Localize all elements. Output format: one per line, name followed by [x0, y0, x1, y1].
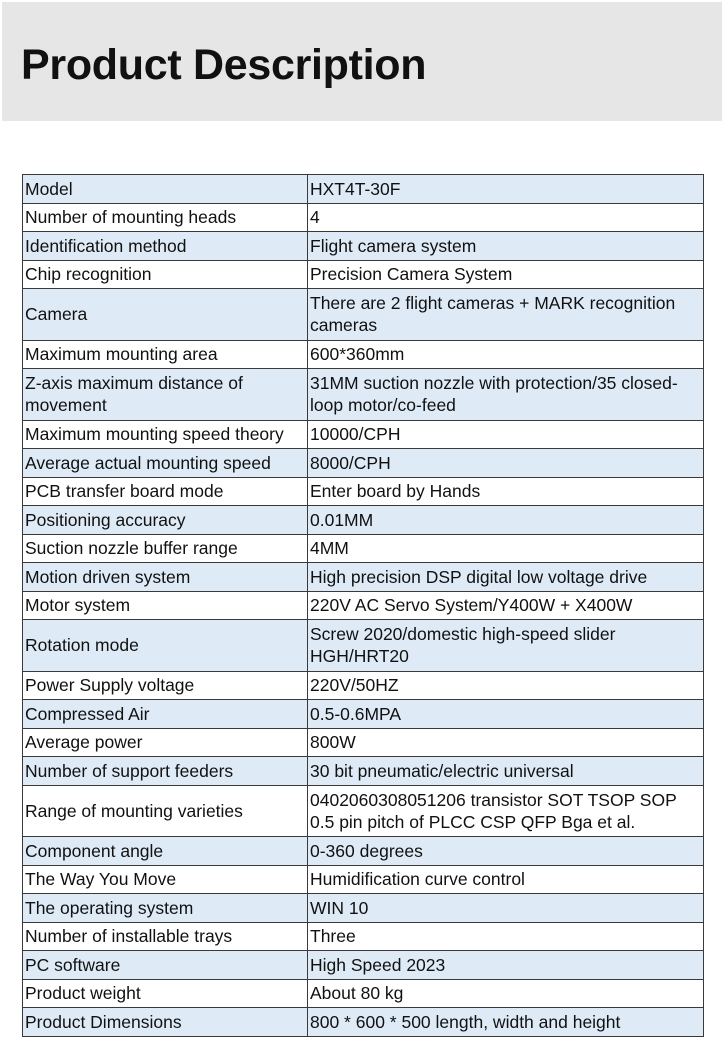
spec-label: PCB transfer board mode — [23, 477, 308, 506]
spec-value: High Speed 2023 — [308, 951, 704, 980]
spec-value: 31MM suction nozzle with protection/35 closed-loop motor/co-feed — [308, 369, 704, 421]
spec-value: There are 2 flight cameras + MARK recognition cameras — [308, 289, 704, 341]
spec-value: 800W — [308, 728, 704, 757]
spec-value: WIN 10 — [308, 894, 704, 923]
spec-value: Precision Camera System — [308, 260, 704, 289]
spec-label: The Way You Move — [23, 865, 308, 894]
spec-value: 600*360mm — [308, 340, 704, 369]
spec-label: Maximum mounting area — [23, 340, 308, 369]
spec-value: High precision DSP digital low voltage drive — [308, 563, 704, 592]
header-band — [2, 2, 722, 121]
table-row — [23, 922, 704, 951]
table-row — [23, 620, 704, 672]
table-row — [23, 979, 704, 1008]
table-row — [23, 449, 704, 478]
spec-value: 4 — [308, 203, 704, 232]
spec-label: Average power — [23, 728, 308, 757]
spec-label: Suction nozzle buffer range — [23, 534, 308, 563]
table-row — [23, 477, 704, 506]
spec-value: 0402060308051206 transistor SOT TSOP SOP 0.5 pin pitch of PLCC CSP QFP Bga et al. — [308, 785, 704, 837]
table-row — [23, 175, 704, 204]
spec-label: Product weight — [23, 979, 308, 1008]
spec-label: Rotation mode — [23, 620, 308, 672]
spec-value: Three — [308, 922, 704, 951]
spec-value: 220V AC Servo System/Y400W + X400W — [308, 591, 704, 620]
spec-label: PC software — [23, 951, 308, 980]
spec-value: 10000/CPH — [308, 420, 704, 449]
spec-value: About 80 kg — [308, 979, 704, 1008]
spec-label: Number of installable trays — [23, 922, 308, 951]
table-row — [23, 563, 704, 592]
table-row — [23, 1008, 704, 1037]
spec-value: Enter board by Hands — [308, 477, 704, 506]
table-row — [23, 951, 704, 980]
table-row — [23, 506, 704, 535]
spec-value: 30 bit pneumatic/electric universal — [308, 757, 704, 786]
table-row — [23, 369, 704, 421]
spec-label: Number of support feeders — [23, 757, 308, 786]
table-row — [23, 671, 704, 700]
table-row — [23, 420, 704, 449]
spec-label: Product Dimensions — [23, 1008, 308, 1037]
spec-value: Humidification curve control — [308, 865, 704, 894]
table-row — [23, 837, 704, 866]
spec-value: 0.01MM — [308, 506, 704, 535]
spec-label: Camera — [23, 289, 308, 341]
spec-label: Maximum mounting speed theory — [23, 420, 308, 449]
spec-value: Screw 2020/domestic high-speed slider HGH/HRT20 — [308, 620, 704, 672]
spec-label: Chip recognition — [23, 260, 308, 289]
spec-value: 0.5-0.6MPA — [308, 700, 704, 729]
table-row — [23, 865, 704, 894]
table-row — [23, 289, 704, 341]
table-row — [23, 700, 704, 729]
table-row — [23, 232, 704, 261]
table-row — [23, 591, 704, 620]
table-row — [23, 728, 704, 757]
spec-label: Motion driven system — [23, 563, 308, 592]
spec-value: Flight camera system — [308, 232, 704, 261]
spec-table — [22, 174, 704, 1037]
table-row — [23, 340, 704, 369]
spec-label: Z-axis maximum distance of movement — [23, 369, 308, 421]
spec-label: Range of mounting varieties — [23, 785, 308, 837]
spec-label: Power Supply voltage — [23, 671, 308, 700]
table-row — [23, 785, 704, 837]
spec-label: Motor system — [23, 591, 308, 620]
spec-value: 800 * 600 * 500 length, width and height — [308, 1008, 704, 1037]
spec-label: Compressed Air — [23, 700, 308, 729]
page-title: Product Description — [21, 41, 427, 89]
spec-value: 0-360 degrees — [308, 837, 704, 866]
table-row — [23, 260, 704, 289]
table-row — [23, 534, 704, 563]
table-row — [23, 894, 704, 923]
spec-label: Component angle — [23, 837, 308, 866]
spec-label: Positioning accuracy — [23, 506, 308, 535]
spec-label: Model — [23, 175, 308, 204]
spec-value: 8000/CPH — [308, 449, 704, 478]
spec-value: 220V/50HZ — [308, 671, 704, 700]
spec-label: Average actual mounting speed — [23, 449, 308, 478]
table-row — [23, 203, 704, 232]
table-row — [23, 757, 704, 786]
spec-label: Identification method — [23, 232, 308, 261]
spec-label: Number of mounting heads — [23, 203, 308, 232]
spec-label: The operating system — [23, 894, 308, 923]
spec-value: HXT4T-30F — [308, 175, 704, 204]
spec-value: 4MM — [308, 534, 704, 563]
